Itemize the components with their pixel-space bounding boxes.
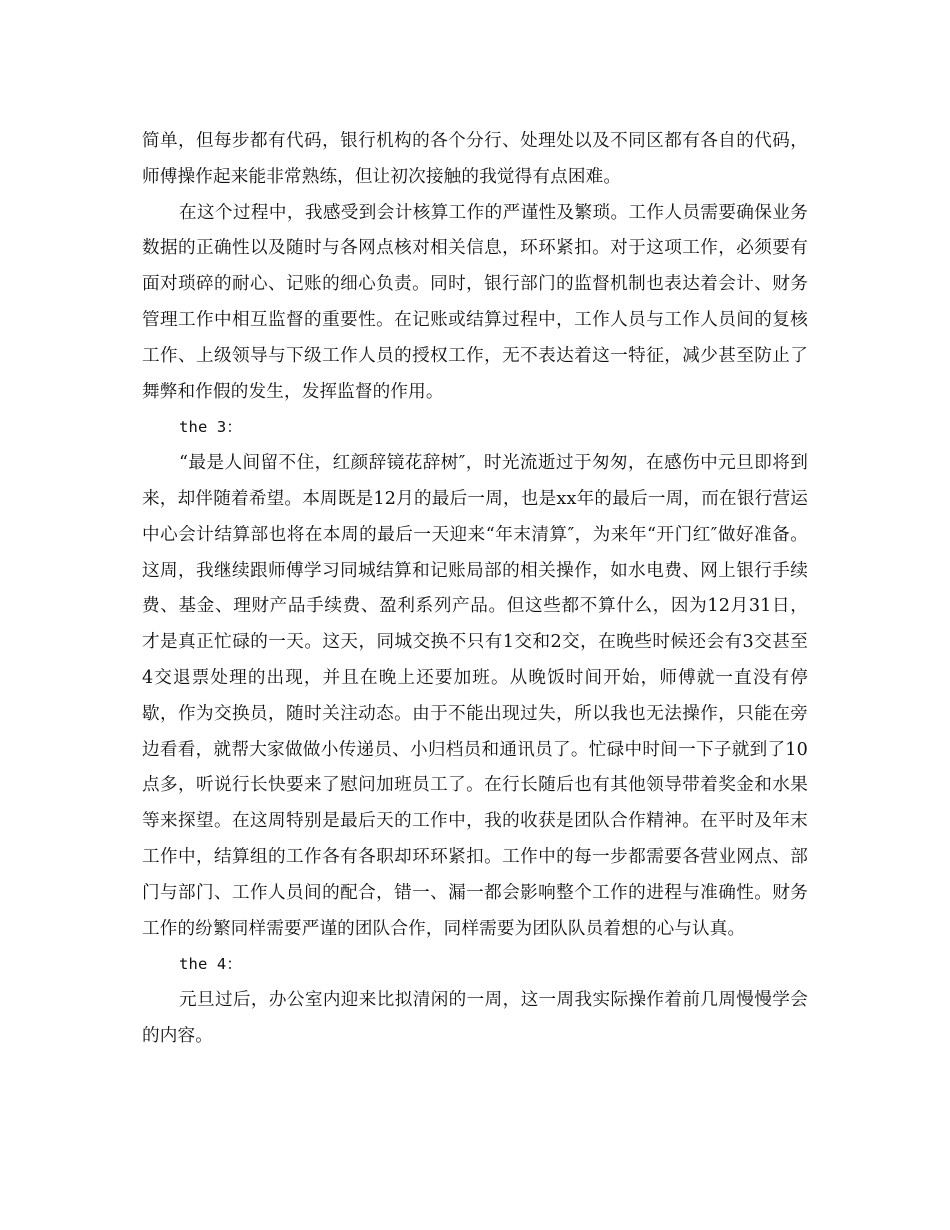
paragraph-accounting-rigor: 在这个过程中，我感受到会计核算工作的严谨性及繁琐。工作人员需要确保业务数据的正确性以及随时与各网点核对相关信息，环环紧扣。对于这项工作，必须要有面对琐碎的耐心、记账的细心负责。同时，银行部门的监督机制也表达着会计、财务管理工作中相互监督的重要性。在记账或结算过程中，工作人员与工作人员间的复核工作、上级领导与下级工作人员的授权工作，无不表达着这一特征，减少甚至防止了舞弊和作假的发生，发挥监督的作用。 — [142, 202, 808, 402]
paragraph-week-4: 元旦过后，办公室内迎来比拟清闲的一周，这一周我实际操作着前几周慢慢学会的内容。 — [142, 990, 808, 1046]
document-body — [142, 124, 808, 1055]
section-heading-week-3: the 3： — [179, 418, 243, 437]
paragraph-continuation: 简单，但每步都有代码，银行机构的各个分行、处理处以及不同区都有各自的代码，师傅操作起来能非常熟练，但让初次接触的我觉得有点困难。 — [142, 131, 808, 187]
paragraph-week-3: “最是人间留不住，红颜辞镜花辞树″，时光流逝过于匆匆，在感伤中元旦即将到来，却伴随着希望。本周既是12月的最后一周，也是xx年的最后一周，而在银行营运中心会计结算部也将在本周的最后一天迎来“年末清算″，为来年“开门红″做好准备。这周，我继续跟师傅学习同城结算和记账局部的相关操作，如水电费、网上银行手续费、基金、理财产品手续费、盈利系列产品。但这些都不算什么，因为12月31日，才是真正忙碌的一天。这天，同城交换不只有1交和2交，在晚些时候还会有3交甚至4交退票处理的出现，并且在晚上还要加班。从晚饭时间开始，师傅就一直没有停歇，作为交换员，随时关注动态。由于不能出现过失，所以我也无法操作，只能在旁边看看，就帮大家做做小传递员、小归档员和通讯员了。忙碌中时间一下子就到了10点多，听说行长快要来了慰问加班员工了。在行长随后也有其他领导带着奖金和水果等来探望。在这周特别是最后天的工作中，我的收获是团队合作精神。在平时及年末工作中，结算组的工作各有各职却环环紧扣。工作中的每一步都需要各营业网点、部门与部门、工作人员间的配合，错一、漏一都会影响整个工作的进程与准确性。财务工作的纷繁同样需要严谨的团队合作，同样需要为团队队员着想的心与认真。 — [142, 453, 808, 939]
section-heading-week-4: the 4： — [179, 955, 243, 974]
